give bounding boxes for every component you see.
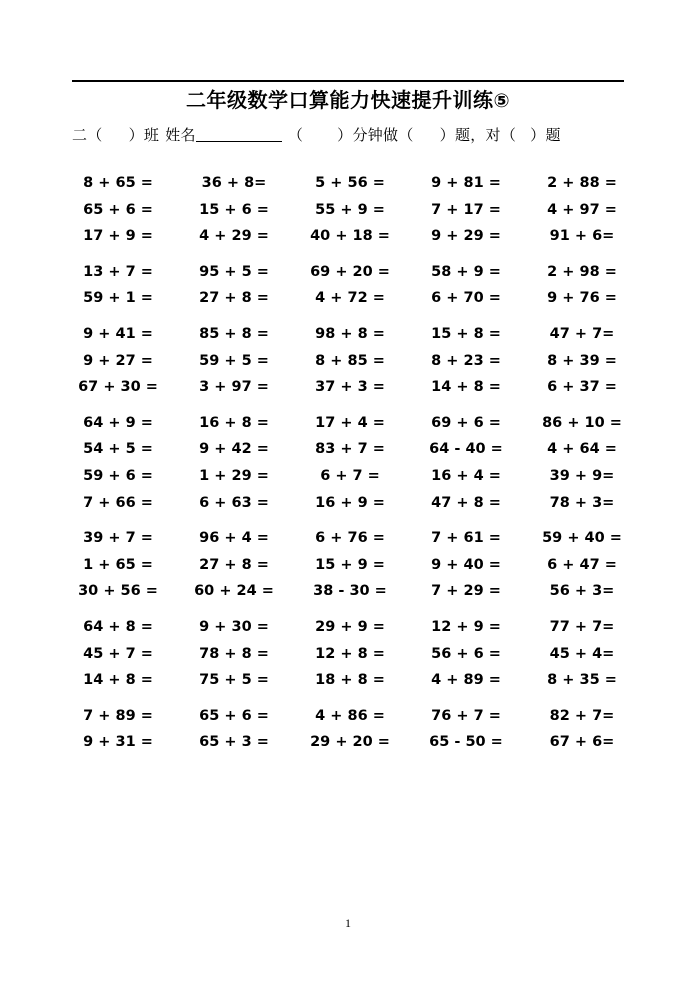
- problem-cell[interactable]: 59 + 40 =: [542, 530, 622, 547]
- problem-cell[interactable]: 69 + 20 =: [310, 263, 390, 280]
- problem-cell[interactable]: 37 + 3 =: [315, 379, 385, 396]
- problem-row: [60, 531, 640, 558]
- problem-cell[interactable]: 86 + 10 =: [542, 414, 622, 431]
- problem-cell[interactable]: 6 + 47 =: [547, 556, 617, 573]
- problem-cell[interactable]: 83 + 7 =: [315, 441, 385, 458]
- problem-cell[interactable]: 58 + 9 =: [431, 263, 501, 280]
- problem-cell[interactable]: 8 + 35 =: [547, 672, 617, 689]
- problem-cell[interactable]: 6 + 70 =: [431, 290, 501, 307]
- problem-cell[interactable]: 4 + 64 =: [547, 441, 617, 458]
- problem-cell[interactable]: 4 + 86 =: [315, 707, 385, 724]
- problem-cell[interactable]: 7 + 66 =: [83, 494, 153, 511]
- class-prefix-label: 二（: [72, 128, 103, 144]
- problem-cell[interactable]: 91 + 6=: [549, 228, 615, 245]
- problem-cell[interactable]: 7 + 89 =: [83, 707, 153, 724]
- problem-cell[interactable]: 16 + 9 =: [315, 494, 385, 511]
- problem-row: [60, 558, 640, 585]
- problem-row: [60, 647, 640, 674]
- problem-row: [60, 735, 640, 762]
- problem-cell[interactable]: 30 + 56 =: [78, 583, 158, 600]
- problem-cell[interactable]: 39 + 9=: [549, 467, 615, 484]
- class-suffix-label: ）班: [128, 128, 160, 144]
- problem-cell[interactable]: 54 + 5 =: [83, 441, 153, 458]
- problem-cell[interactable]: 9 + 27 =: [83, 352, 153, 369]
- problem-cell[interactable]: 8 + 85 =: [315, 352, 385, 369]
- problem-cell[interactable]: 17 + 9 =: [83, 228, 153, 245]
- name-input-blank[interactable]: [196, 126, 282, 142]
- title-divider-rule: [72, 80, 624, 82]
- problem-cell[interactable]: 65 + 6 =: [199, 707, 269, 724]
- problem-row: [60, 709, 640, 736]
- problem-cell[interactable]: 1 + 29 =: [199, 467, 269, 484]
- problem-cell[interactable]: 12 + 9 =: [431, 618, 501, 635]
- problem-cell[interactable]: 15 + 8 =: [431, 325, 501, 342]
- problem-cell[interactable]: 17 + 4 =: [315, 414, 385, 431]
- problem-cell[interactable]: 2 + 88 =: [547, 175, 617, 191]
- problem-cell[interactable]: 7 + 61 =: [431, 530, 501, 547]
- problem-cell[interactable]: 4 + 29 =: [199, 228, 269, 245]
- problem-cell[interactable]: 38 - 30 =: [313, 583, 387, 600]
- problem-cell[interactable]: 36 + 8=: [201, 175, 267, 191]
- problem-cell[interactable]: 67 + 30 =: [78, 379, 158, 396]
- time-open-paren: （: [287, 128, 304, 144]
- problem-cell[interactable]: 9 + 81 =: [431, 175, 501, 191]
- page-title: [72, 84, 624, 113]
- problem-cell[interactable]: 47 + 7=: [549, 325, 615, 342]
- problem-cell[interactable]: 69 + 6 =: [431, 414, 501, 431]
- problem-cell[interactable]: 16 + 8 =: [199, 414, 269, 431]
- problem-cell[interactable]: 12 + 8 =: [315, 645, 385, 662]
- problem-cell[interactable]: 9 + 29 =: [431, 228, 501, 245]
- problem-cell[interactable]: 82 + 7=: [549, 707, 615, 724]
- problem-cell[interactable]: 96 + 4 =: [199, 530, 269, 547]
- problem-cell[interactable]: 40 + 18 =: [310, 228, 390, 245]
- problem-cell[interactable]: 39 + 7 =: [83, 530, 153, 547]
- problem-cell[interactable]: 6 + 37 =: [547, 379, 617, 396]
- problem-cell[interactable]: 29 + 9 =: [315, 618, 385, 635]
- problem-cell[interactable]: 65 - 50 =: [429, 734, 503, 751]
- problem-row: [60, 265, 640, 292]
- problem-row: [60, 442, 640, 469]
- problem-cell[interactable]: 64 + 9 =: [83, 414, 153, 431]
- problem-row: [60, 291, 640, 327]
- problem-cell[interactable]: 5 + 56 =: [315, 175, 385, 191]
- problem-cell[interactable]: 60 + 24 =: [194, 583, 274, 600]
- problem-cell[interactable]: 9 + 30 =: [199, 618, 269, 635]
- problem-cell[interactable]: 98 + 8 =: [315, 325, 385, 342]
- problem-cell[interactable]: 78 + 3=: [549, 494, 615, 511]
- problem-cell[interactable]: 6 + 7 =: [320, 467, 380, 484]
- problem-cell[interactable]: 27 + 8 =: [199, 290, 269, 307]
- problem-cell[interactable]: 78 + 8 =: [199, 645, 269, 662]
- correct-label: ）题: [530, 128, 561, 144]
- problem-cell[interactable]: 2 + 98 =: [547, 263, 617, 280]
- problem-row: [60, 176, 640, 203]
- problem-cell[interactable]: 9 + 76 =: [547, 290, 617, 307]
- minutes-label: ）分钟做（: [337, 128, 414, 144]
- problem-cell[interactable]: 77 + 7=: [549, 618, 615, 635]
- problem-cell[interactable]: 6 + 63 =: [199, 494, 269, 511]
- problem-cell[interactable]: 59 + 1 =: [83, 290, 153, 307]
- problem-cell[interactable]: 9 + 40 =: [431, 556, 501, 573]
- problem-cell[interactable]: 64 - 40 =: [429, 441, 503, 458]
- problem-row: [60, 416, 640, 443]
- problem-cell[interactable]: 15 + 9 =: [315, 556, 385, 573]
- page-title-text: 二年级数学口算能力快速提升训练: [185, 88, 494, 112]
- problem-cell[interactable]: 67 + 6=: [549, 734, 615, 751]
- problem-cell[interactable]: 9 + 41 =: [83, 325, 153, 342]
- problem-row: [60, 584, 640, 620]
- problem-row: [60, 620, 640, 647]
- problem-cell[interactable]: 9 + 31 =: [83, 734, 153, 751]
- problem-cell[interactable]: 15 + 6 =: [199, 201, 269, 218]
- problem-cell[interactable]: 65 + 6 =: [83, 201, 153, 218]
- problem-cell[interactable]: 3 + 97 =: [199, 379, 269, 396]
- problem-cell[interactable]: 13 + 7 =: [83, 263, 153, 280]
- problem-cell[interactable]: 45 + 7 =: [83, 645, 153, 662]
- problem-cell[interactable]: 14 + 8 =: [83, 672, 153, 689]
- problem-cell[interactable]: 8 + 23 =: [431, 352, 501, 369]
- problem-cell[interactable]: 65 + 3 =: [199, 734, 269, 751]
- problem-cell[interactable]: 27 + 8 =: [199, 556, 269, 573]
- problem-row: [60, 469, 640, 496]
- attempted-label: ）题，对（: [439, 128, 517, 144]
- problem-cell[interactable]: 8 + 39 =: [547, 352, 617, 369]
- problem-cell[interactable]: 55 + 9 =: [315, 201, 385, 218]
- name-label: 姓名: [165, 128, 196, 144]
- problem-cell[interactable]: 76 + 7 =: [431, 707, 501, 724]
- problem-cell[interactable]: 4 + 72 =: [315, 290, 385, 307]
- problem-cell[interactable]: 4 + 97 =: [547, 201, 617, 218]
- problem-row: [60, 229, 640, 265]
- problem-cell[interactable]: 45 + 4=: [549, 645, 615, 662]
- problem-cell[interactable]: 7 + 29 =: [431, 583, 501, 600]
- problem-cell[interactable]: 95 + 5 =: [199, 263, 269, 280]
- problem-cell[interactable]: 14 + 8 =: [431, 379, 501, 396]
- problem-cell[interactable]: 4 + 89 =: [431, 672, 501, 689]
- problem-cell[interactable]: 18 + 8 =: [315, 672, 385, 689]
- problem-cell[interactable]: 64 + 8 =: [83, 618, 153, 635]
- problem-row: [60, 203, 640, 230]
- problem-cell[interactable]: 59 + 5 =: [199, 352, 269, 369]
- page-number: 1: [345, 916, 351, 930]
- problem-cell[interactable]: 56 + 3=: [549, 583, 615, 600]
- student-info-line: [72, 124, 632, 145]
- problem-cell[interactable]: 9 + 42 =: [199, 441, 269, 458]
- problem-cell[interactable]: 6 + 76 =: [315, 530, 385, 547]
- problem-cell[interactable]: 7 + 17 =: [431, 201, 501, 218]
- worksheet-number-badge: ⑤: [493, 90, 511, 112]
- problem-cell[interactable]: 85 + 8 =: [199, 325, 269, 342]
- problem-cell[interactable]: 75 + 5 =: [199, 672, 269, 689]
- problem-row: [60, 327, 640, 354]
- problem-cell[interactable]: 56 + 6 =: [431, 645, 501, 662]
- problem-row: [60, 673, 640, 709]
- problem-cell[interactable]: 1 + 65 =: [83, 556, 153, 573]
- problem-grid: [60, 176, 640, 762]
- problem-row: [60, 380, 640, 416]
- problem-row: [60, 354, 640, 381]
- problem-row: [60, 496, 640, 532]
- problem-cell[interactable]: 47 + 8 =: [431, 494, 501, 511]
- problem-cell[interactable]: 8 + 65 =: [83, 175, 153, 191]
- problem-cell[interactable]: 16 + 4 =: [431, 467, 501, 484]
- problem-cell[interactable]: 59 + 6 =: [83, 467, 153, 484]
- problem-cell[interactable]: 29 + 20 =: [310, 734, 390, 751]
